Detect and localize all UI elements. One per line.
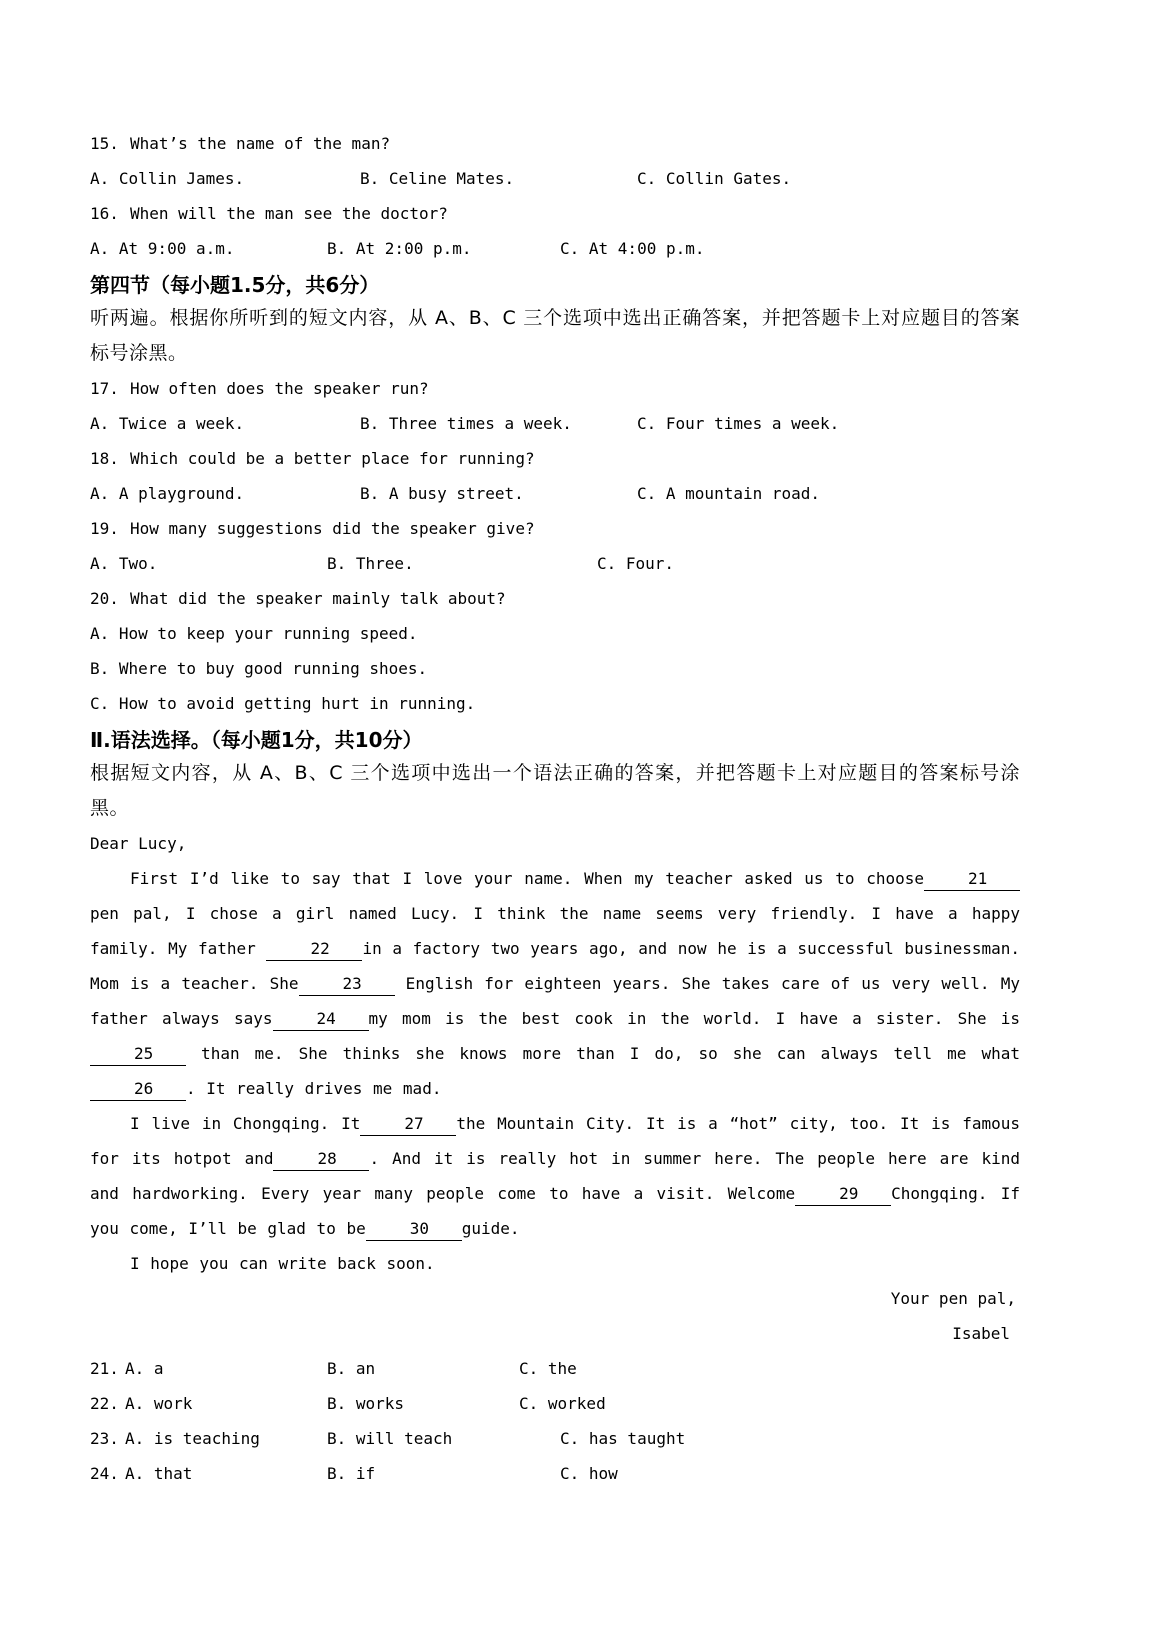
question-number: 22. — [90, 1394, 119, 1413]
question-20-option-c — [90, 686, 1020, 721]
option-a: A. How to keep your running speed. — [90, 624, 418, 643]
grammar-question-22 — [90, 1386, 1020, 1421]
question-16 — [90, 196, 1020, 231]
option-b: B. Three. — [327, 554, 414, 573]
question-number: 23. — [90, 1429, 119, 1448]
question-text: What did the speaker mainly talk about? — [130, 589, 506, 608]
option-a: A. Twice a week. — [90, 414, 245, 433]
cloze-blank-22: 22 — [266, 939, 362, 961]
question-number: 18. — [90, 449, 119, 468]
cloze-blank-30: 30 — [366, 1219, 462, 1241]
question-17 — [90, 371, 1020, 406]
question-number: 17. — [90, 379, 119, 398]
option-a: A. work — [125, 1394, 193, 1413]
question-15 — [90, 126, 1020, 161]
option-c: C. A mountain road. — [637, 484, 821, 503]
option-a: A. At 9:00 a.m. — [90, 239, 235, 258]
question-15-options — [90, 161, 1020, 196]
option-b: B. Three times a week. — [360, 414, 572, 433]
cloze-blank-21: 21 — [924, 869, 1020, 891]
letter-salutation — [90, 826, 1020, 861]
option-c: C. how — [560, 1464, 618, 1483]
question-18 — [90, 441, 1020, 476]
question-text: How many suggestions did the speaker give? — [130, 519, 535, 538]
question-text: Which could be a better place for running? — [130, 449, 535, 468]
section4-heading: 第四节（每小题1.5分，共6分） — [90, 273, 380, 297]
cloze-blank-26: 26 — [90, 1079, 186, 1101]
letter-signature: Isabel — [952, 1324, 1010, 1343]
cloze-blank-27: 27 — [360, 1114, 456, 1136]
question-18-options — [90, 476, 1020, 511]
option-b: B. an — [327, 1359, 376, 1378]
salutation-text: Dear Lucy, — [90, 834, 187, 853]
question-20-option-a — [90, 616, 1020, 651]
option-b: B. if — [327, 1464, 376, 1483]
letter-paragraph-1: First I’d like to say that I love your name. When my teacher asked us to choose 21pen pal, I chose a girl named Lucy. I think the name seems very friendly. I have a happy family. My father 22 in a factory two years ago, and now he is a successful businessman. Mom is a teacher. She 23 English for eighteen years. She takes care of us very well. My father always says 24 my mom is the best cook in the world. I have a sister. She is 25 than me. She thinks she knows more than I do, so she can always tell me what 26 . It really drives me mad. — [90, 861, 1020, 1106]
question-17-options — [90, 406, 1020, 441]
grammar-question-21 — [90, 1351, 1020, 1386]
option-b: B. At 2:00 p.m. — [327, 239, 472, 258]
question-number: 15. — [90, 134, 119, 153]
grammar-section-instruction: 根据短文内容，从 A、B、C 三个选项中选出一个语法正确的答案，并把答题卡上对应题目的答案标号涂黑。 — [90, 762, 1020, 819]
cloze-blank-24: 24 — [273, 1009, 369, 1031]
question-text: When will the man see the doctor? — [130, 204, 448, 223]
option-a: A. is teaching — [125, 1429, 260, 1448]
question-19-options — [90, 546, 1020, 581]
option-c: C. At 4:00 p.m. — [560, 239, 705, 258]
option-a: A. A playground. — [90, 484, 245, 503]
option-c: C. Four. — [597, 554, 675, 573]
cloze-blank-25: 25 — [90, 1044, 186, 1066]
question-number: 20. — [90, 589, 119, 608]
question-number: 19. — [90, 519, 119, 538]
question-16-options — [90, 231, 1020, 266]
question-19 — [90, 511, 1020, 546]
grammar-question-24 — [90, 1456, 1020, 1491]
question-20 — [90, 581, 1020, 616]
option-c: C. worked — [519, 1394, 606, 1413]
letter-closing: I hope you can write back soon. — [130, 1254, 435, 1273]
cloze-blank-28: 28 — [273, 1149, 369, 1171]
cloze-blank-23: 23 — [299, 974, 395, 996]
option-b: B. will teach — [327, 1429, 453, 1448]
option-c: C. How to avoid getting hurt in running. — [90, 694, 476, 713]
option-b: B. A busy street. — [360, 484, 524, 503]
option-c: C. has taught — [560, 1429, 686, 1448]
question-number: 16. — [90, 204, 119, 223]
question-text: What’s the name of the man? — [130, 134, 391, 153]
letter-paragraph-2: I live in Chongqing. It 27 the Mountain City. It is a “hot” city, too. It is famous for its hotpot and 28 . And it is really hot in summer here. The people here are kind and hardworking. Every year many people come to have a visit. Welcome 29 Chongqing. If you come, I’ll be glad to be 30 guide. — [90, 1106, 1020, 1246]
option-a: A. a — [125, 1359, 164, 1378]
option-a: A. that — [125, 1464, 193, 1483]
option-c: C. the — [519, 1359, 577, 1378]
option-a: A. Collin James. — [90, 169, 245, 188]
letter-signoff: Your pen pal, — [890, 1289, 1016, 1308]
grammar-question-23 — [90, 1421, 1020, 1456]
option-b: B. Celine Mates. — [360, 169, 515, 188]
option-b: B. Where to buy good running shoes. — [90, 659, 428, 678]
question-20-option-b — [90, 651, 1020, 686]
option-a: A. Two. — [90, 554, 158, 573]
question-text: How often does the speaker run? — [130, 379, 429, 398]
option-c: C. Collin Gates. — [637, 169, 792, 188]
option-c: C. Four times a week. — [637, 414, 840, 433]
question-number: 21. — [90, 1359, 119, 1378]
option-b: B. works — [327, 1394, 405, 1413]
section4-instruction: 听两遍。根据你所听到的短文内容，从 A、B、C 三个选项中选出正确答案，并把答题卡上对应题目的答案标号涂黑。 — [90, 307, 1020, 364]
grammar-section-heading: Ⅱ.语法选择。（每小题1分，共10分） — [90, 728, 423, 752]
question-number: 24. — [90, 1464, 119, 1483]
cloze-blank-29: 29 — [795, 1184, 891, 1206]
